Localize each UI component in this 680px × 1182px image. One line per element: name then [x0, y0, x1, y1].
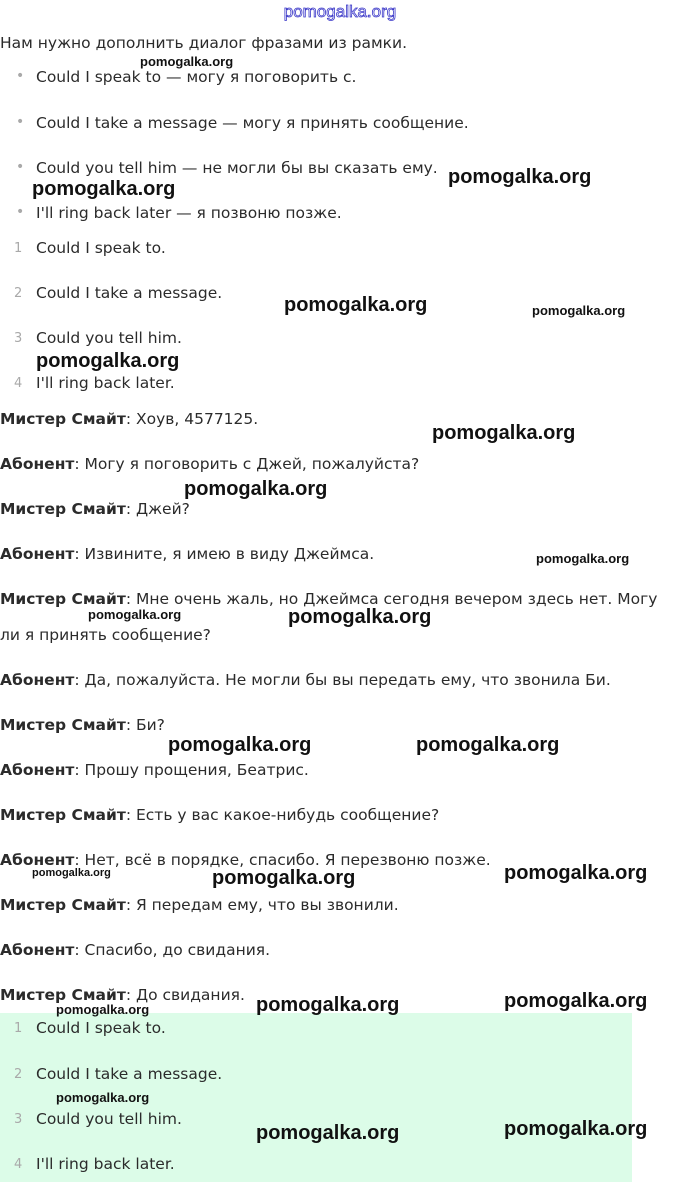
- watermark: pomogalka.org: [56, 1002, 150, 1017]
- dialog-line: Мистер Смайт: Я передам ему, что вы звонили.: [0, 896, 399, 914]
- phrase-text: Could I take a message — могу я принять сообщение.: [36, 114, 469, 132]
- phrase-text: Could you tell him — не могли бы вы сказать ему.: [36, 159, 438, 177]
- item-number: 4: [14, 1157, 23, 1172]
- line-text: Есть у вас какое-нибудь сообщение?: [135, 806, 440, 824]
- dialog-line: Абонент: Спасибо, до свидания.: [0, 941, 271, 959]
- phrase-text: Could I speak to — могу я поговорить с.: [36, 68, 357, 86]
- line-text: Джей?: [135, 500, 190, 518]
- dialog-line: Абонент: Прошу прощения, Беатрис.: [0, 761, 309, 779]
- line-text: Би?: [135, 716, 165, 734]
- item-number: 2: [14, 286, 23, 301]
- answer-text: I'll ring back later.: [36, 1155, 175, 1173]
- watermark: pomogalka.org: [184, 478, 328, 500]
- bullet-icon: •: [16, 204, 25, 220]
- dialog-line: Мистер Смайт: Мне очень жаль, но Джеймса сегодня вечером здесь нет. Могу ли я принять сообщение?: [0, 590, 658, 644]
- dialog-line: Абонент: Нет, всё в порядке, спасибо. Я перезвоню позже.: [0, 851, 491, 869]
- speaker-name: Мистер Смайт: [0, 806, 126, 824]
- watermark: pomogalka.org: [140, 54, 234, 69]
- watermark: pomogalka.org: [32, 178, 176, 200]
- watermark: pomogalka.org: [416, 734, 560, 756]
- watermark: pomogalka.org: [536, 551, 630, 566]
- speaker-name: Абонент: [0, 545, 75, 563]
- line-text: Да, пожалуйста. Не могли бы вы передать ему, что звонила Би.: [84, 671, 611, 689]
- line-text: Спасибо, до свидания.: [84, 941, 271, 959]
- answer-text: Could I speak to.: [36, 1019, 166, 1037]
- item-number: 4: [14, 376, 23, 391]
- watermark: pomogalka.org: [432, 422, 576, 444]
- bullet-icon: •: [16, 114, 25, 130]
- dialog-line: Абонент: Да, пожалуйста. Не могли бы вы передать ему, что звонила Би.: [0, 671, 611, 689]
- intro-text: Нам нужно дополнить диалог фразами из рамки.: [0, 34, 408, 52]
- dialog-line: Абонент: Извините, я имею в виду Джеймса.: [0, 545, 375, 563]
- watermark: pomogalka.org: [212, 867, 356, 889]
- line-text: Могу я поговорить с Джей, пожалуйста?: [84, 455, 420, 473]
- watermark: pomogalka.org: [256, 994, 400, 1016]
- item-number: 3: [14, 1112, 23, 1127]
- answer-text: Could I take a message.: [36, 284, 223, 302]
- watermark: pomogalka.org: [36, 350, 180, 372]
- watermark: pomogalka.org: [56, 1090, 150, 1105]
- dialog-line: Мистер Смайт: Би?: [0, 716, 165, 734]
- line-text: Извините, я имею в виду Джеймса.: [84, 545, 375, 563]
- answer-text: Could I speak to.: [36, 239, 166, 257]
- line-text: Я передам ему, что вы звонили.: [135, 896, 399, 914]
- item-number: 2: [14, 1067, 23, 1082]
- watermark: pomogalka.org: [288, 606, 432, 628]
- watermark: pomogalka.org: [448, 166, 592, 188]
- dialog-line: Мистер Смайт: Хоув, 4577125.: [0, 410, 259, 428]
- bullet-icon: •: [16, 159, 25, 175]
- speaker-name: Абонент: [0, 941, 75, 959]
- speaker-name: Абонент: [0, 455, 75, 473]
- speaker-name: Мистер Смайт: [0, 590, 126, 608]
- speaker-name: Мистер Смайт: [0, 986, 126, 1004]
- speaker-name: Мистер Смайт: [0, 410, 126, 428]
- answer-text: Could you tell him.: [36, 329, 182, 347]
- speaker-name: Абонент: [0, 851, 75, 869]
- watermark: pomogalka.org: [504, 990, 648, 1012]
- watermark: pomogalka.org: [168, 734, 312, 756]
- answer-text: Could I take a message.: [36, 1065, 223, 1083]
- speaker-name: Мистер Смайт: [0, 716, 126, 734]
- answer-text: Could you tell him.: [36, 1110, 182, 1128]
- phrase-text: I'll ring back later — я позвоню позже.: [36, 204, 342, 222]
- item-number: 3: [14, 331, 23, 346]
- watermark: pomogalka.org: [88, 607, 182, 622]
- speaker-name: Мистер Смайт: [0, 500, 126, 518]
- watermark: pomogalka.org: [504, 862, 648, 884]
- site-logo[interactable]: pomogalka.org: [283, 2, 397, 21]
- dialog-line: Мистер Смайт: Джей?: [0, 500, 190, 518]
- item-number: 1: [14, 241, 23, 256]
- speaker-name: Мистер Смайт: [0, 896, 126, 914]
- line-text: Мне очень жаль, но Джеймса сегодня вечером здесь нет. Могу ли я принять сообщение?: [0, 590, 658, 644]
- item-number: 1: [14, 1021, 23, 1036]
- dialog-line: Абонент: Могу я поговорить с Джей, пожалуйста?: [0, 455, 420, 473]
- line-text: Нет, всё в порядке, спасибо. Я перезвоню позже.: [84, 851, 491, 869]
- dialog-line: Мистер Смайт: Есть у вас какое-нибудь сообщение?: [0, 806, 440, 824]
- watermark: pomogalka.org: [256, 1122, 400, 1144]
- bullet-icon: •: [16, 68, 25, 84]
- watermark: pomogalka.org: [284, 294, 428, 316]
- watermark: pomogalka.org: [504, 1118, 648, 1140]
- speaker-name: Абонент: [0, 671, 75, 689]
- speaker-name: Абонент: [0, 761, 75, 779]
- line-text: Прошу прощения, Беатрис.: [84, 761, 309, 779]
- line-text: До свидания.: [135, 986, 245, 1004]
- watermark: pomogalka.org: [532, 303, 626, 318]
- dialog-line: Мистер Смайт: До свидания.: [0, 986, 245, 1004]
- answer-text: I'll ring back later.: [36, 374, 175, 392]
- line-text: Хоув, 4577125.: [135, 410, 259, 428]
- watermark: pomogalka.org: [32, 867, 111, 879]
